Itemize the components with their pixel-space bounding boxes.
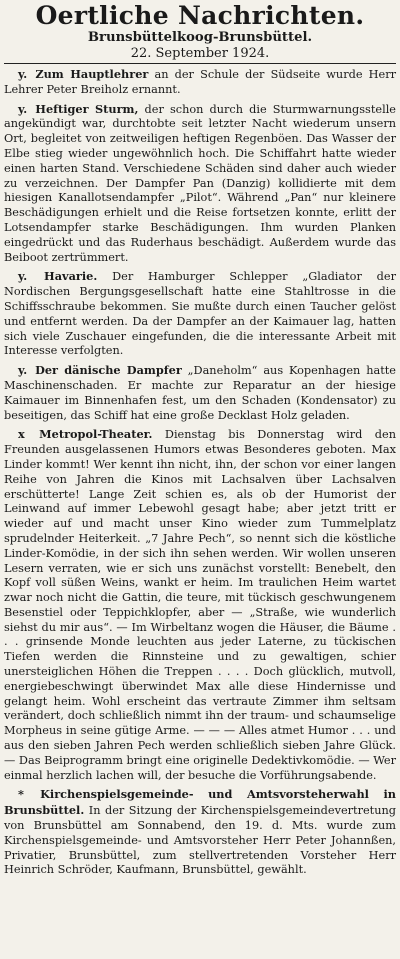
article-metropol-theater <box>4 427 396 783</box>
article-amtsvorsteherwahl <box>4 787 396 878</box>
article-lead: Zum Hauptlehrer <box>35 67 149 81</box>
article-mark: y. <box>18 363 28 378</box>
article-text: Dienstag bis Donnerstag wird den Freunden ausgelassenen Humors etwas Besonderes geboten. Max Linder kommt! Wer kennt ihn nicht, ihn, der schon vor einer langen Reihe von Jahren die Kinos mit Lachsalven über Lachsalven erschütterte! Lange Zeit schien es, als ob der Humorist der Leinwand auf immer Lebewohl gesagt habe; aber jetzt tritt er wieder auf und macht unser Kino wieder zum Tummelplatz sprudelnder Heiterkeit. „7 Jahre Pech“, so nennt sich die köstliche Linder-Komödie, in der sich ihn sehen werden. Wir wollen unseren Lesern verraten, wie er sich uns zunächst vorstellt: Benebelt, den Kopf voll süßen Weins, wankt er heim. Im traulichen Heim wartet zwar noch nicht die Gattin, die teure, mit tückisch geschwungenem Besenstiel oder Teppichklopfer, aber — „Straße, wie wunderlich siehst du mir aus“. — Im Wirbeltanz wogen die Häuser, die Bäume . . . grinsende Monde leuchten aus jeder Laterne, zu tückischen Tiefen werden die Rinnsteine und zu gewaltigen, schier unersteiglichen Höhen die Treppen . . . . Doch glücklich, mutvoll, energiebeschwingt überwindet Max alle diese Hindernisse und gelangt heim. Wohl erscheint das vertraute Zimmer ihm seltsam verändert, doch schließlich nimmt ihn der traum- und schaumselige Morpheus in seine gütige Arme. — — — Alles atmet Humor . . . und aus den sieben Jahren Pech werden schließlich sieben Jahre Glück. — Das Beiprogramm bringt eine originelle Dedektivkomödie. — Wer einmal herzlich lachen will, der besuche die Vorführungsabende. <box>4 428 396 782</box>
header-divider <box>4 63 396 64</box>
article-lead: Kirchenspielsgemeinde- und Amtsvorsteherwahl in Brunsbüttel. <box>4 787 396 818</box>
article-text: Der Hamburger Schlepper „Gladiator der Nordischen Bergungsgesellschaft hatte eine Stahltrosse in die Schiffsschraube bekommen. Sie mußte durch einen Taucher gelöst und entfernt werden. Da der Dampfer an der Kaimauer lag, hatten sich viele Zuschauer eingefunden, die die interessante Arbeit mit Interesse verfolgten. <box>4 270 397 358</box>
article-text: an der Schule der Südseite wurde Herr Lehrer Peter Breiholz ernannt. <box>4 68 396 96</box>
article-mark: x <box>18 427 25 442</box>
article-column <box>4 67 396 878</box>
dateline-date: 22. September 1924. <box>130 46 270 61</box>
article-lead: Heftiger Sturm, <box>35 101 139 116</box>
section-title: Oertliche Nachrichten. <box>35 1 365 30</box>
article-text: der schon durch die Sturmwarnungsstelle angekündigt war, durchtobte seit letzter Nacht wiederum unsern Ort, begleitet von zeitweiligen heftigen Regenböen. Das Wasser der Elbe stieg wieder ungewöhnlich hoch. Die Schiffahrt hatte wieder einen harten Stand. Verschiedene Schäden sind daher auch wieder zu verzeichnen. Der Dampfer Pan (Danzig) kollidierte mit dem hiesigen Kanallotsendampfer „Pilot“. Während „Pan“ nur kleinere Beschädigungen erhielt und die Reise fortsetzen konnte, erlitt der Lotsendampfer starke Beschädigungen. Ihm wurden Planken eingedrückt und das Ruderhaus beschädigt. Außerdem wurde das Beiboot zertrümmert. <box>4 102 396 264</box>
dateline-place: Brunsbüttelkoog-Brunsbüttel. <box>87 30 313 45</box>
article-text: „Daneholm“ aus Kopenhagen hatte Maschinenschaden. Er machte zur Reparatur an der hiesige Kaimauer im Binnenhafen fest, um den Schaden (Kondensator) zu beseitigen, das Schiff hat eine große Decklast Holz geladen. <box>4 364 396 422</box>
article-lead: Der dänische Dampfer <box>35 363 182 378</box>
article-havarie <box>4 269 396 359</box>
article-mark: y. <box>18 67 28 81</box>
article-sturm <box>4 102 396 266</box>
article-lead: Havarie. <box>44 269 98 284</box>
article-mark: * <box>18 787 24 802</box>
article-dampfer <box>4 363 396 423</box>
article-mark: y. <box>18 101 28 116</box>
article-text: In der Sitzung der Kirchenspielsgemeindevertretung von Brunsbüttel am Sonnabend, den 19. d. Mts. wurde zum Kirchenspielsgemeinde- und Amtsvorsteher Herr Peter Johannßen, Privatier, Brunsbüttel, zum stellvertretenden Vorsteher Herr Heinrich Schröder, Kaufmann, Brunsbüttel, gewählt. <box>4 804 397 877</box>
article-lead: Metropol-Theater. <box>39 427 153 442</box>
article-mark: y. <box>18 269 28 284</box>
article-hauptlehrer <box>4 67 396 98</box>
